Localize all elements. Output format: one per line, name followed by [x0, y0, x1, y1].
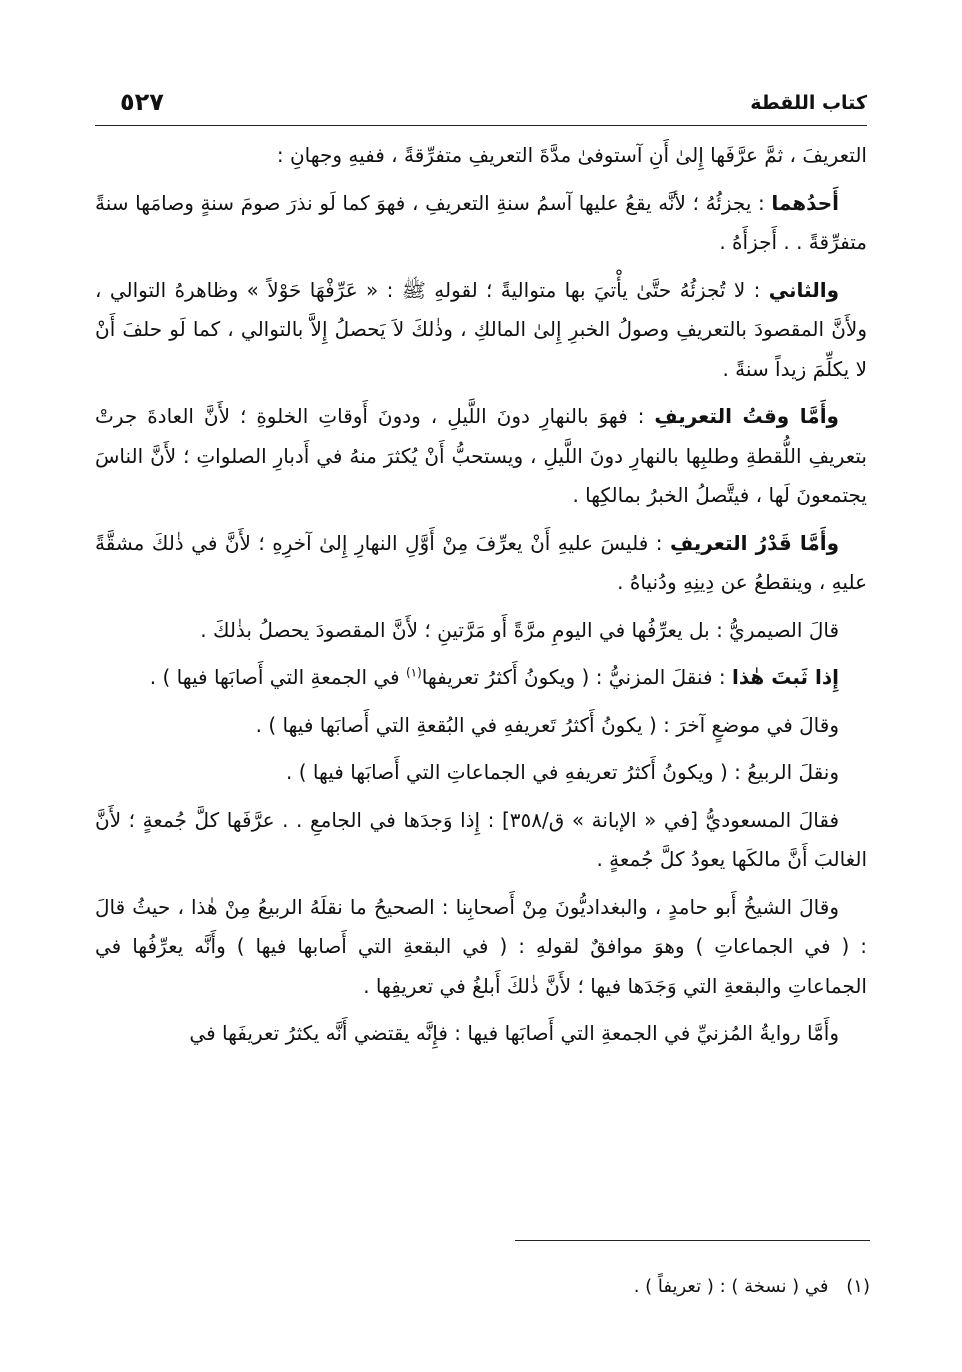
main-text — [95, 136, 867, 1062]
paragraph — [95, 397, 867, 516]
paragraph-text: : فنقلَ المزنيُّ : ( ويكونُ أَكثرُ تعريفها — [421, 665, 732, 689]
paragraph-text: ونقلَ الربيعُ : ( ويكونُ أَكثرُ تعريفهِ في الجماعاتِ التي أَصابَها فيها ) . — [286, 760, 839, 784]
footnote-text: في ( نسخة ) : ( تعريفاً ) . — [633, 1276, 829, 1297]
paragraph-text: وقالَ في موضعٍ آخرَ : ( يكونُ أَكثرُ تَعريفهِ في البُقعةِ التي أَصابَها فيها ) . — [255, 712, 839, 737]
paragraph-text: وقالَ الشيخُ أَبو حامدٍ ، والبغداديُّونَ مِنْ أَصحابِنا : الصحيحُ ما نقلَهُ الربيعُ مِنْ هٰذا ، حيثُ قالَ : ( في الجماعاتِ ) وهوَ موافقٌ لقولهِ : ( في البقعةِ التي أَصابها فيها ) وأَنَّه يعرِّفُها في الجماعاتِ والبقعةِ التي وَجَدَها فيها ؛ لأَنَّ ذٰلكَ أَبلغُ في تعريفِها . — [95, 894, 867, 998]
paragraph-text: قالَ الصيمريُّ : بل يعرِّفُها في اليومِ مرَّةً أَو مَرَّتينِ ؛ لأَنَّ المقصودَ يحصلُ بذٰلكَ . — [200, 617, 839, 642]
paragraph-text: وأَمَّا روايةُ المُزنيِّ في الجمعةِ التي أَصابَها فيها : فإِنَّه يقتضي أَنَّه يكثرُ تعريفَها في — [189, 1021, 839, 1045]
paragraph-text: : لا تُجزئُهُ حتَّىٰ يأْتيَ بها متواليةً ؛ لقولهِ ﷺ : « عَرِّفْهَا حَوْلاً » وظاهرهُ التوالي ، ولأَنَّ المقصودَ بالتعريفِ وصولُ الخبرِ إِلىٰ المالكِ ، وذٰلكَ لاَ يَحصلُ إِلاَّ بالتوالي ، كما لَو حلفَ أَنْ لا يكلِّمَ زيداً سنةً . — [95, 277, 867, 381]
footnote-ref[interactable]: (١) — [405, 665, 422, 680]
footnote-rule — [515, 1240, 870, 1241]
paragraph-text-cont: في الجمعةِ التي أَصابَها فيها ) . — [149, 665, 406, 689]
paragraph-text: فقالَ المسعوديُّ [في « الإبانة » ق/٣٥٨] : إِذا وَجدَها في الجامعِ . . عرَّفَها كلَّ جُمعةٍ ؛ لأَنَّ الغالبَ أَنَّ مالكَها يعودُ كلَّ جُمعةٍ . — [95, 807, 867, 871]
header-rule — [95, 125, 867, 126]
footnote-marker: (١) — [846, 1276, 870, 1297]
paragraph-lead: إِذا ثَبتَ هٰذا — [731, 665, 839, 689]
paragraph — [95, 271, 867, 390]
paragraph — [95, 184, 867, 263]
paragraph-lead: وأَمَّا قَدْرُ التعريفِ — [669, 530, 839, 555]
paragraph-lead: والثاني — [768, 277, 839, 302]
paragraph — [95, 888, 867, 1007]
paragraph-lead: أَحدُهما — [771, 190, 839, 215]
paragraph-text: : يجزئُهُ ؛ لأنَّه يقعُ عليها آسمُ سنةِ التعريفِ ، فهوَ كما لَو نذرَ صومَ سنةٍ وصامَها سنةً متفرِّقةً . . أَجزأَهُ . — [95, 190, 867, 254]
paragraph — [95, 801, 867, 880]
running-head: كتاب اللقطة — [750, 92, 867, 114]
paragraph — [95, 611, 867, 651]
paragraph — [95, 136, 867, 176]
footnote — [95, 1276, 870, 1297]
paragraph — [95, 524, 867, 603]
page-header — [95, 88, 867, 122]
paragraph — [95, 658, 867, 698]
paragraph — [95, 706, 867, 746]
paragraph — [95, 753, 867, 793]
page-number: ٥٢٧ — [120, 88, 164, 116]
paragraph-text: : فهوَ بالنهارِ دونَ اللَّيلِ ، ودونَ أَوقاتِ الخلوةِ ؛ لأَنَّ العادةَ جرتْ بتعريفِ اللُّقطةِ وطلبِها بالنهارِ دونَ اللَّيلِ ، ويستحبُّ أَنْ يُكثرَ منهُ في أَدبارِ الصلواتِ ؛ لأَنَّ الناسَ يجتمعونَ لَها ، فيتَّصلُ الخبرُ بمالكِها . — [95, 404, 867, 507]
paragraph-text: التعريفَ ، ثمَّ عرَّفَها إِلىٰ أَنِ آستوفىٰ مدَّةَ التعريفِ متفرِّقةً ، ففيهِ وجهانِ : — [276, 143, 867, 167]
paragraph — [95, 1014, 867, 1054]
paragraph-text: : فليسَ عليهِ أَنْ يعرِّفَ مِنْ أَوَّلِ النهارِ إِلىٰ آخرِهِ ؛ لأَنَّ في ذٰلكَ مشقَّةً عليهِ ، وينقطعُ عن دِينِهِ ودُنياهُ . — [95, 530, 867, 594]
paragraph-lead: وأَمَّا وقتُ التعريفِ — [654, 404, 839, 428]
